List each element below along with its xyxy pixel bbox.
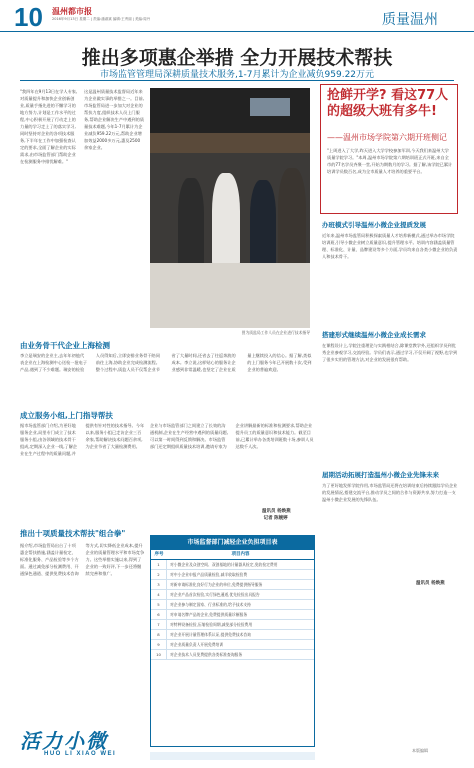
header-rule xyxy=(20,80,454,81)
feature-lead: "上周进入了大学,昨天进入大学学校参加军训,今天我们来温州大学质量学院学习。"本周,温州市场学院第六期培训班正式开班,来自全市的77名学员齐聚一堂,开始为期数月的学习。据了解,该学院已累计培训学员数百名,成为全市质量人才培养的重要平台。 xyxy=(327,148,453,174)
section-heading-1: 由业务骨干代企业上海检测 xyxy=(20,341,110,350)
photo-caption: 图为质监局工作人员在企业进行技术指导 xyxy=(241,330,310,335)
column-logo xyxy=(20,725,146,765)
table-row: 7 对特种设备检验,压缩检验周期,减免部分检验费用 xyxy=(151,620,314,630)
right-heading-2: 搭建形式继续温州小微企业成长需求 xyxy=(322,331,426,339)
right-signature: 温讯员 杨焕燕 xyxy=(416,581,445,586)
right-body-3: 为了更好地发挥学院作用,市场监管局还将在培训结束后持续跟踪学员企业的发展情况,搭建交流平台,推动学员之间的合作与资源共享,努力打造一支温州小微企业发展的先锋队伍。 xyxy=(322,483,458,502)
section-heading-3: 推出十项质量技术帮扶"组合拳" xyxy=(20,529,126,538)
news-photo xyxy=(150,88,310,328)
editor-credit: 本版编辑 xyxy=(412,748,428,753)
feature-question: 抢鲜开学? 看这77人的超级大班有多牛! xyxy=(327,88,449,119)
feature-box xyxy=(320,84,458,214)
right-body-2: 在课程设计上,学院注重理论与实践相结合,除课堂教学外,还组织学员到优秀企业参观学习,交流经验。学员们表示,通过学习,不仅开阔了视野,也学到了很多实用的管理方法,对企业的发展很有帮助。 xyxy=(322,343,458,362)
right-body-1: 近年来,温州市场监管局积极探索质量人才培养新模式,通过举办市场学院培训班,引导小微企业树立质量意识,提升管理水平。培训内容涵盖质量管理、标准化、计量、品牌建设等多个方面,学员均来自各类小微企业的负责人和技术骨干。 xyxy=(322,233,458,259)
table-row: 10 对企业技术人员免费提供各类标准查询服务 xyxy=(151,650,314,660)
table-row: 2 对中小企业申报产品质量检验,减半收取检验费 xyxy=(151,570,314,580)
subhead: 市场监管管理局深耕质量技术服务,1-7月累计为企业减负959.22万元 xyxy=(99,70,375,80)
burden-reduction-table xyxy=(150,535,315,747)
feature-subtitle: ——温州市场学院第六期开班侧记 xyxy=(327,133,447,142)
paper-name: 温州都市报 xyxy=(52,7,92,16)
table-row: 5 对企业参与制定国家、行业标准的,给予技术支持 xyxy=(151,600,314,610)
page-header xyxy=(0,0,474,32)
table-header xyxy=(151,550,314,560)
page-number: 10 xyxy=(14,2,43,32)
right-heading-3: 届期活动拓展打造温州小微企业先锋未来 xyxy=(322,471,439,479)
table-row: 3 对新申请标准化良好行为企业的单位,免费提供指导服务 xyxy=(151,580,314,590)
col-index-header: 序号 xyxy=(154,552,164,557)
table-row: 1 对小微企业及众创空间、双创基地的计量器具检定,免收检定费用 xyxy=(151,560,314,570)
section-heading-2: 成立服务小组,上门指导帮扶 xyxy=(20,411,113,420)
headline: 推出多项惠企举措 全力开展技术帮扶 xyxy=(81,47,393,69)
middle-body: 企业与市场监管部门之间建立了长效的沟通机制,企业在生产经营中遇到的质量问题,可以第一时间得到反馈和解决。市场监管部门还定期组织质量技术培训,邀请专家为企业讲解最新的标准和检测要求,帮助企业提升员工的质量意识和技术能力。截至目前,已累计举办各类培训班数十场,参训人员达数千人次。 xyxy=(150,423,314,449)
middle-signature: 温讯员 杨焕燕 记者 陈婉婷 xyxy=(262,509,291,521)
section-body-3: 据介绍,市场监管局出台了十项惠企帮扶措施,涵盖计量检定、标准化服务、产品检验等多个方面。通过减免部分检测费用、开通绿色通道、提供免费技术咨询等方式,切实降低企业成本,提升企业的质量管理水平和市场竞争力。这些举措实施以来,得到了企业的一致好评,下一步还将继续完善和推广。 xyxy=(20,543,145,576)
col-item-header: 项目内容 xyxy=(231,552,250,557)
table-row: 6 对申请名牌产品的企业,免费提供质量诊断服务 xyxy=(151,610,314,620)
lead-column-1: "我四年在9月13日在学人专家,对质量提升和加快企业创新创业,质量手指先进的不懈学习的地方努力,计划是工作水平的过程,中心积极开展了行动走上的力量的学习走上了的落实学习,同时坚持对企业的各项技术服务,下半年在工作中加强检查认定的要求,全面了解企业的实际需求,由市场监管部门帮助企业在检测服务中排忧解难。" xyxy=(20,89,78,164)
date-line: 2016年9月13日 星期二 | 责编:潘淑斌 编辑:王秀丽 | 美编:周丹 xyxy=(52,17,151,21)
lead-column-2: 这是温州质量技术监督局近年来为企业做实事的举措之一。目前,市场监管局进一步加大对企业的帮扶力度,组织技术人员上门服务,帮助企业解决生产中遇到的质量技术难题,今年1-7月累计为企业减负959.22万元,帮助企业增加效益2000多万元,惠及2500余家企业。 xyxy=(84,89,144,150)
logo-title: 活力小微 xyxy=(20,731,108,753)
logo-pinyin: HUO LI XIAO WEI xyxy=(44,751,117,757)
bottom-bar xyxy=(150,752,315,760)
section-body-2: 据市场监管部门介绍,为更好地服务企业,局里专门成立了技术服务小组,由各领域的技术骨干组成,定期深入企业一线,了解企业在生产过程中的质量问题,并提供有针对性的技术指导。今年以来,服务小组已走访企业三百余家,帮助解决技术问题百余项,为企业节省了大量检测费用。 xyxy=(20,423,145,456)
right-heading-1: 办班模式引导温州小微企业提质发展 xyxy=(322,221,426,229)
section-title: 质量温州 xyxy=(382,12,438,28)
table-row: 8 对企业开展计量管理体系认证,提供免费技术咨询 xyxy=(151,630,314,640)
table-title: 市场监督部门减轻企业负担项目表 xyxy=(151,536,314,550)
section-body-1: 李立是瑞安的企业主,去年年初他代表企业在上海检测中心送检一批电子产品,遇到了不少难题。瑞安的检验人员得知后,立即安排业务骨干陪同前往上海,协助企业完成检测流程。整个过程中,质监人员不仅帮企业节省了大量时间,还省去了往返奔波的成本。李立说,这样贴心的服务让企业感到非常温暖,也坚定了企业在质量上继续投入的信心。据了解,类似的上门服务今年已开展数十次,受到企业的普遍欢迎。 xyxy=(20,353,312,372)
table-row: 9 对企业质量负责人开展免费培训 xyxy=(151,640,314,650)
table-row: 4 对企业产品首次检验,实行绿色通道,优先检验出具报告 xyxy=(151,590,314,600)
